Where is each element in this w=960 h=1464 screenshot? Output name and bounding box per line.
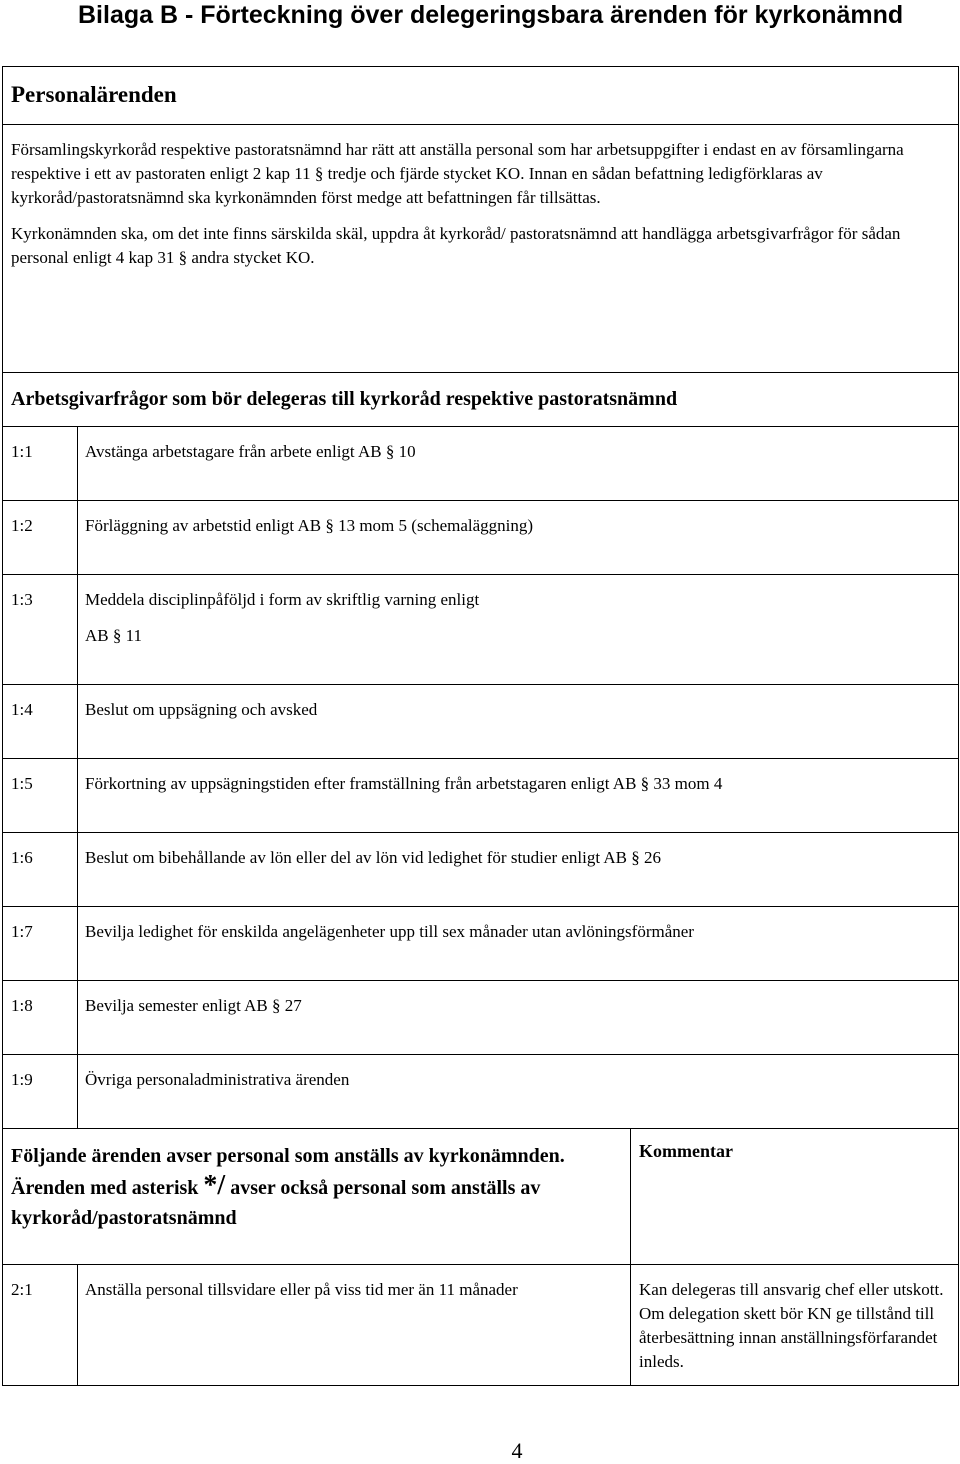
table-row [3,685,958,759]
item-text: Beslut om uppsägning och avsked [85,700,318,719]
item-number: 1:1 [3,427,78,500]
table-row [3,501,958,575]
item-number: 1:6 [3,833,78,906]
item-comment: Kan delegeras till ansvarig chef eller utskott. Om delegation skett bör KN ge tillstånd till återbesättning innan anställningsförfarandet inleds. [639,1280,944,1371]
item-text-line-2: AB § 11 [85,626,142,645]
document-title: Bilaga B - Förteckning över delegeringsbara ärenden för kyrkonämnd [78,1,904,29]
item-text: Bevilja semester enligt AB § 27 [85,996,302,1015]
item-text: Avstänga arbetstagare från arbete enligt AB § 10 [85,442,416,461]
item-text-line-1: Meddela disciplinpåföljd i form av skriftlig varning enligt [85,590,480,609]
section2-heading-part2: avser också personal som anställs av kyrkoråd/pastoratsnämnd [11,1177,541,1229]
item-number: 1:5 [3,759,78,832]
comment-heading: Kommentar [639,1141,733,1161]
item-number: 1:7 [3,907,78,980]
item-text: Övriga personaladministrativa ärenden [85,1070,350,1089]
section-title: Personalärenden [3,67,958,125]
table-row [3,575,958,685]
section2-heading [3,1129,631,1264]
table-row [3,759,958,833]
asterisk-marker: */ [203,1170,226,1201]
table-row [3,907,958,981]
item-text: Förläggning av arbetstid enligt AB § 13 mom 5 (schemaläggning) [85,516,534,535]
table-row [3,833,958,907]
table-row [3,981,958,1055]
table-row [3,427,958,501]
section2-header-row [3,1129,958,1265]
item-number: 1:4 [3,685,78,758]
page-number: 4 [511,1438,523,1463]
item-text: Anställa personal tillsvidare eller på viss tid mer än 11 månader [78,1265,631,1385]
intro-text [3,125,958,373]
table-row [3,1055,958,1129]
table-row [3,1265,958,1385]
item-text: Förkortning av uppsägningstiden efter framställning från arbetstagaren enligt AB § 33 mom 4 [85,774,723,793]
item-number: 2:1 [3,1265,78,1385]
item-text: Beslut om bibehållande av lön eller del av lön vid ledighet för studier enligt AB § 26 [85,848,661,867]
item-number: 1:8 [3,981,78,1054]
intro-paragraph-1: Församlingskyrkoråd respektive pastoratsnämnd har rätt att anställa personal som har arbetsuppgifter i endast en av församlingarna respektive i ett av pastoraten enligt 2 kap 11 § tredje och fjärde stycket KO. Innan en sådan befattning ledigförklaras av kyrkoråd/pastoratsnämnd ska kyrkonämnden först medge att befattningen får tillsättas. [11,140,904,207]
item-number: 1:9 [3,1055,78,1128]
item-text [78,575,958,684]
delegation-heading: Arbetsgivarfrågor som bör delegeras till kyrkoråd respektive pastoratsnämnd [3,373,958,427]
item-number: 1:3 [3,575,78,684]
section2-heading-part1: Följande ärenden avser personal som anställs av kyrkonämnden. Ärenden med asterisk [11,1145,565,1199]
item-number: 1:2 [3,501,78,574]
delegation-table [2,66,959,1386]
intro-paragraph-2: Kyrkonämnden ska, om det inte finns särskilda skäl, uppdra åt kyrkoråd/ pastoratsnämnd att handlägga arbetsgivarfrågor för sådan personal enligt 4 kap 31 § andra stycket KO. [11,224,901,267]
item-text: Bevilja ledighet för enskilda angelägenheter upp till sex månader utan avlöningsförmåner [85,922,694,941]
